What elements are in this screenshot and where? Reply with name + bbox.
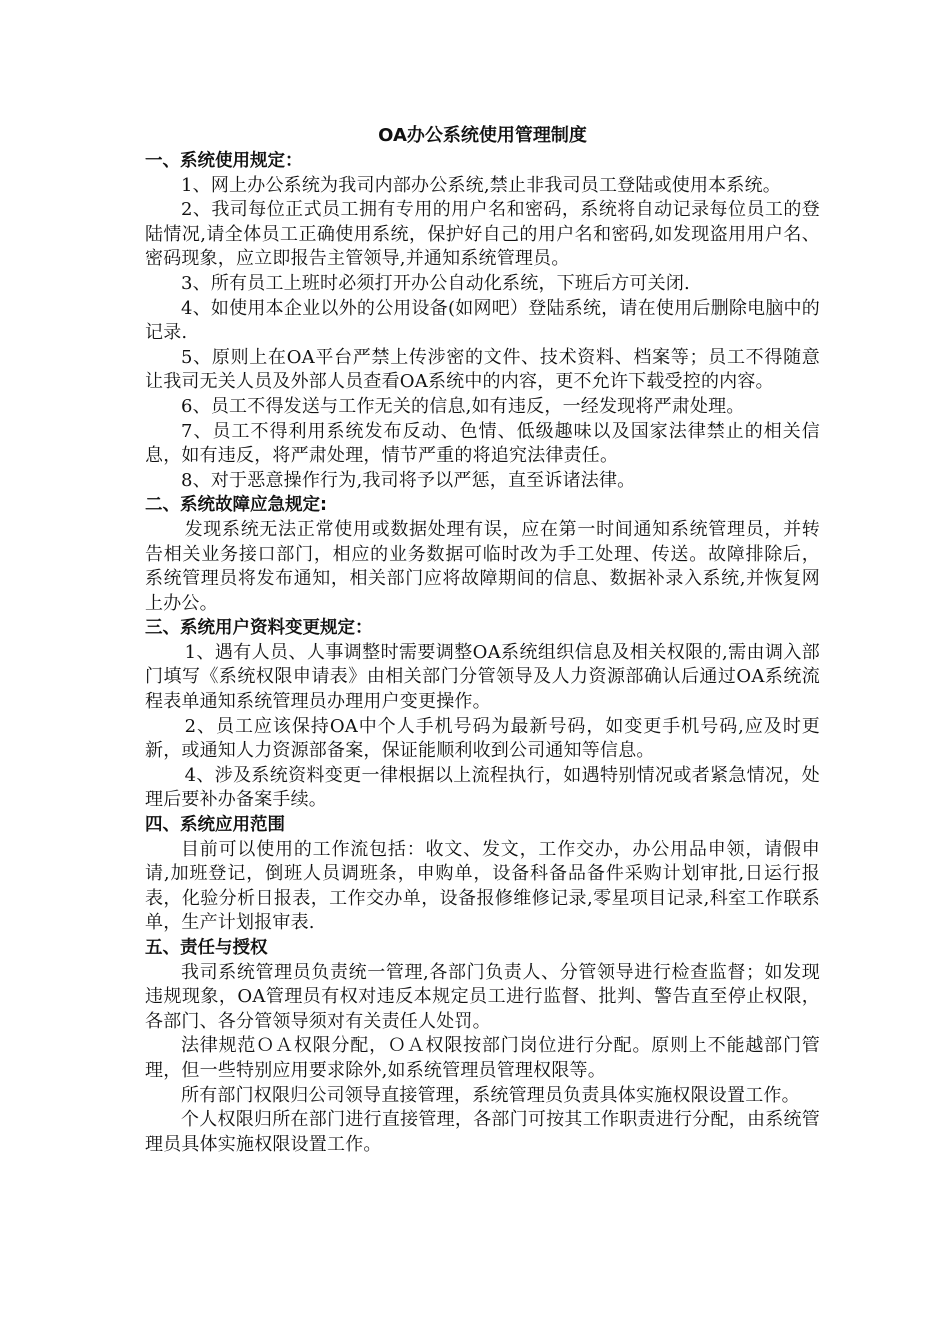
section-usage-rules [145, 149, 820, 493]
paragraph: 发现系统无法正常使用或数据处理有误，应在第一时间通知系统管理员，并转告相关业务接口部门，相应的业务数据可临时改为手工处理、传送。故障排除后， 系统管理员将发布通知，相关部门应将故障期间的信息、数据补录入系统,并恢复网上办公。 [145, 518, 820, 614]
paragraph: 5、原则上在OA平台严禁上传涉密的文件、技术资料、档案等；员工不得随意让我司无关人员及外部人员查看OA系统中的内容，更不允许下载受控的内容。 [145, 346, 820, 393]
paragraph: 8、对于恶意操作行为,我司将予以严惩，直至诉诸法律。 [181, 469, 636, 491]
paragraph: 所有部门权限归公司领导直接管理，系统管理员负责具体实施权限设置工作。 [181, 1084, 800, 1106]
paragraph: 2、我司每位正式员工拥有专用的用户名和密码，系统将自动记录每位员工的登陆情况,请全体员工正确使用系统，保护好自己的用户名和密码,如发现盗用用户名、密码现象，应立即报告主管领导,并通知系统管理员。 [145, 199, 820, 270]
paragraph: 3、所有员工上班时必须打开办公自动化系统，下班后方可关闭. [181, 272, 690, 294]
section-failure-emergency [145, 493, 820, 616]
paragraph: 法律规范ＯＡ权限分配，ＯＡ权限按部门岗位进行分配。原则上不能越部门管理，但一些特别应用要求除外,如系统管理员管理权限等。 [145, 1035, 820, 1081]
document-page [145, 124, 820, 1157]
paragraph: 7、员工不得利用系统发布反动、色情、低级趣味以及国家法律禁止的相关信息，如有违反，将严肃处理，情节严重的将追究法律责任。 [145, 420, 820, 467]
document-title: OA办公系统使用管理制度 [378, 125, 587, 146]
section-user-data-change [145, 616, 820, 813]
section-heading: 四、系统应用范围 [145, 815, 285, 836]
paragraph: 个人权限归所在部门进行直接管理，各部门可按其工作职责进行分配，由系统管理员具体实施权限设置工作。 [145, 1109, 820, 1155]
paragraph: 6、员工不得发送与工作无关的信息,如有违反，一经发现将严肃处理。 [181, 395, 745, 417]
paragraph: 1、网上办公系统为我司内部办公系统,禁止非我司员工登陆或使用本系统。 [181, 174, 781, 196]
paragraph: 4、涉及系统资料变更一律根据以上流程执行，如遇特别情况或者紧急情况，处理后要补办备案手续。 [145, 764, 820, 811]
paragraph: 2、员工应该保持OA中个人手机号码为最新号码，如变更手机号码,应及时更新，或通知人力资源部备案，保证能顺利收到公司通知等信息。 [145, 715, 820, 762]
paragraph: 4、如使用本企业以外的公用设备(如网吧）登陆系统，请在使用后删除电脑中的记录. [145, 297, 820, 344]
section-responsibility-authorization [145, 936, 820, 1157]
section-heading: 五、责任与授权 [145, 938, 268, 958]
paragraph: 我司系统管理员负责统一管理,各部门负责人、分管领导进行检查监督；如发现违规现象，OA管理员有权对违反本规定员工进行监督、批判、警告直至停止权限，各部门、各分管领导须对有关责任人处罚。 [145, 961, 820, 1032]
section-heading: 三、系统用户资料变更规定： [145, 618, 373, 639]
section-application-scope [145, 813, 820, 936]
section-heading: 一、系统使用规定： [145, 151, 303, 171]
section-heading: 二、系统故障应急规定: [145, 495, 327, 516]
paragraph: 目前可以使用的工作流包括：收文、发文，工作交办，办公用品申领，请假申请,加班登记，倒班人员调班条，申购单，设备科备品备件采购计划审批,日运行报表，化验分析日报表，工作交办单，设备报修维修记录,零星项目记录,科室工作联系单，生产计划报审表. [145, 838, 820, 934]
paragraph: 1、遇有人员、人事调整时需要调整OA系统组织信息及相关权限的,需由调入部门填写《系统权限申请表》由相关部门分管领导及人力资源部确认后通过OA系统流程表单通知系统管理员办理用户变更操作。 [145, 641, 820, 713]
